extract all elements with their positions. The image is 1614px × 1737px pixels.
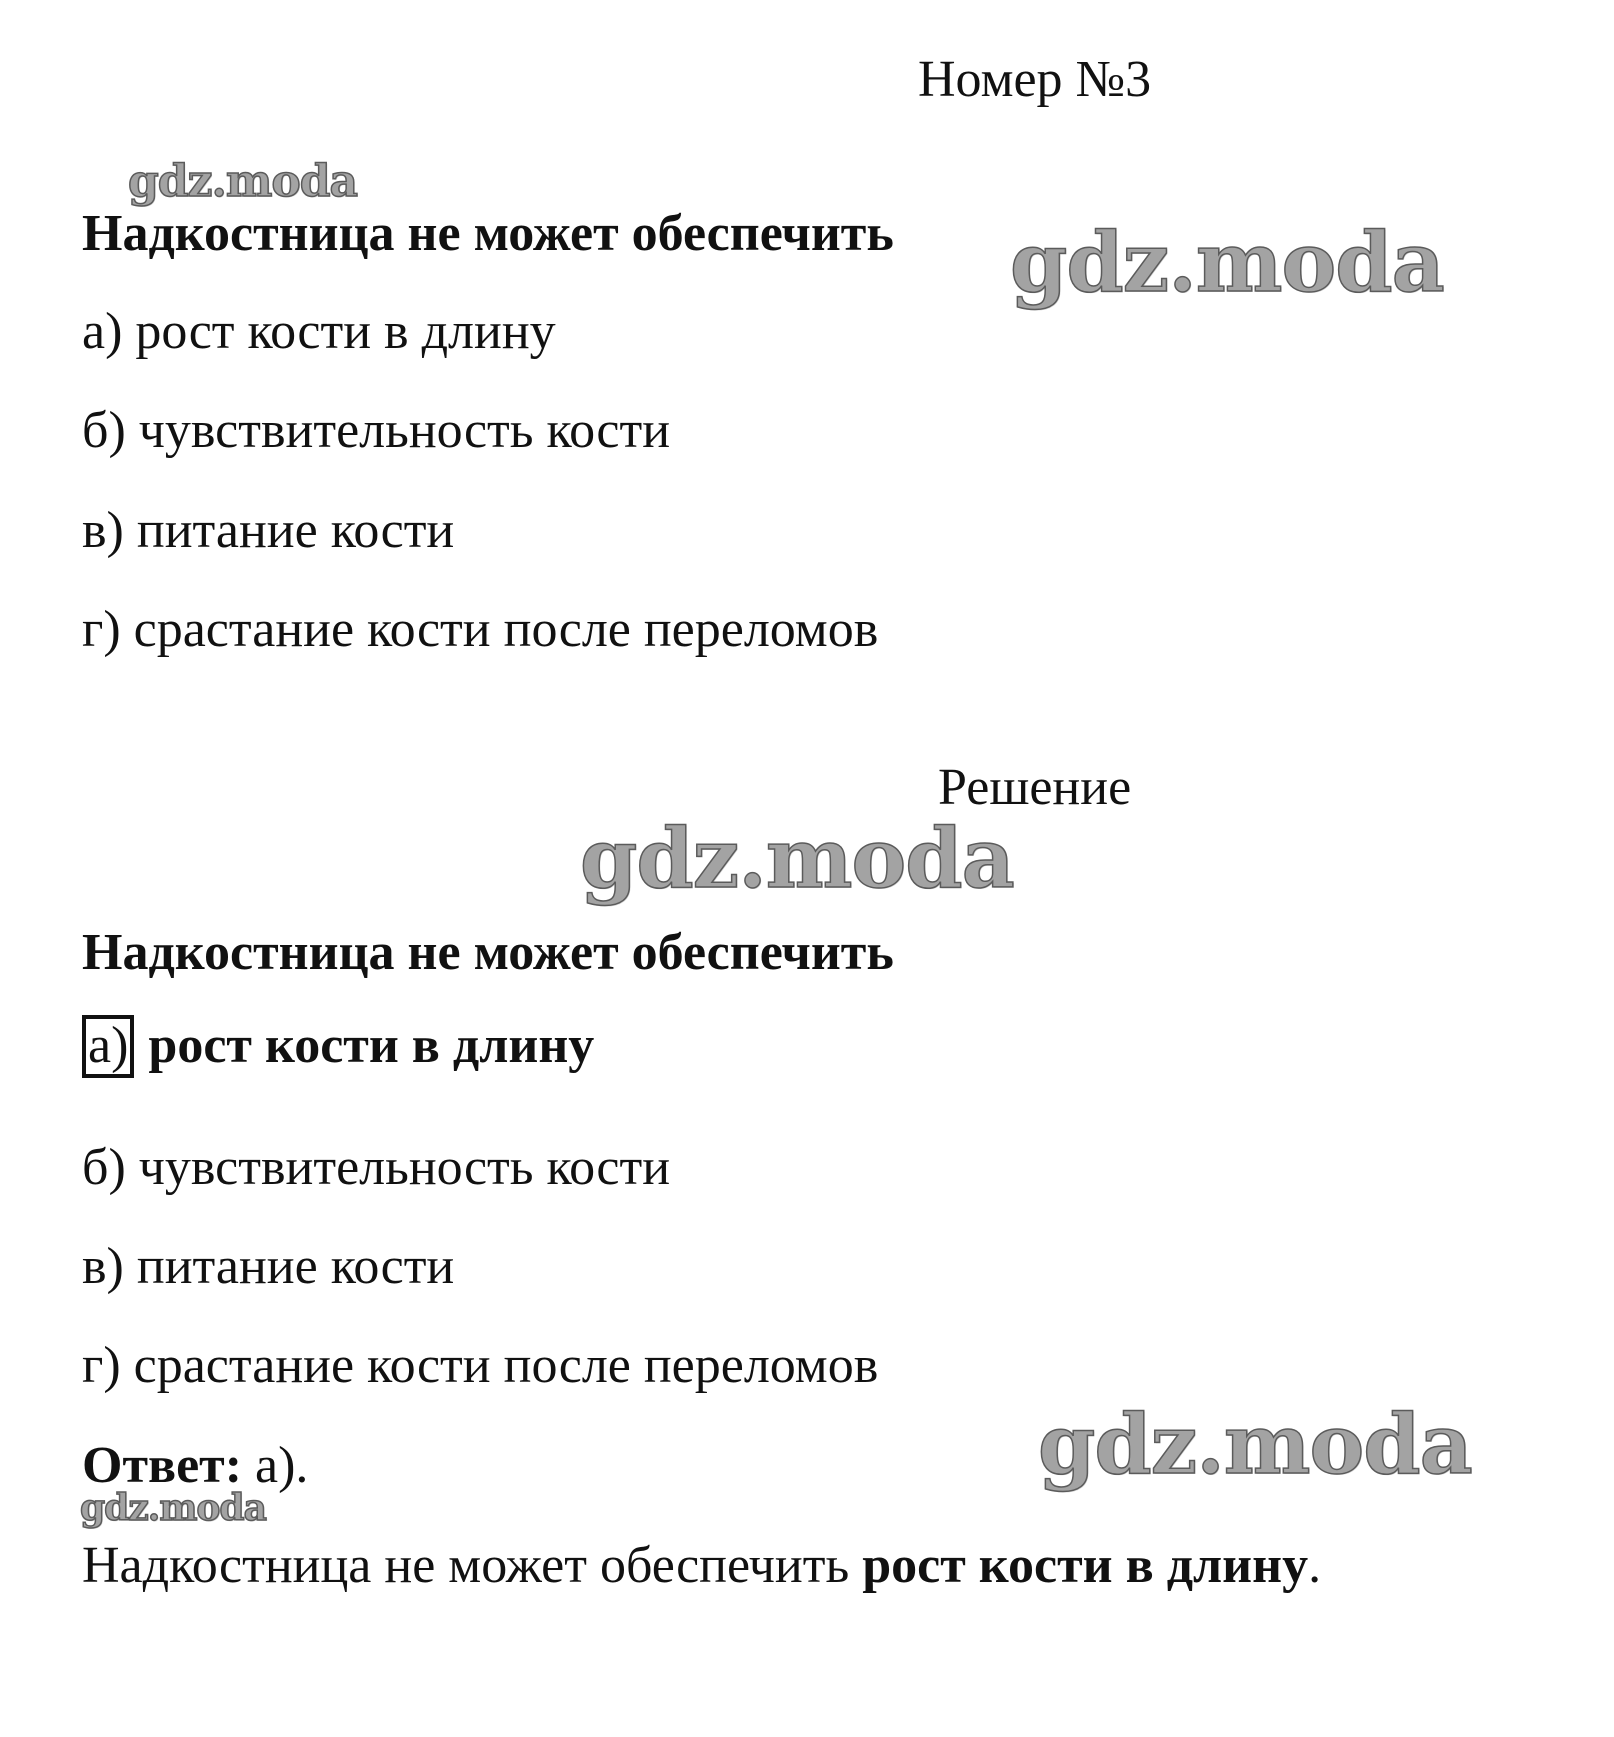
question-option-g: г) срастание кости после переломов <box>82 601 879 658</box>
problem-number: Номер №3 <box>918 51 1152 108</box>
watermark-5: gdz.moda <box>80 1487 266 1529</box>
question-option-b: б) чувствительность кости <box>82 402 671 459</box>
explanation-prefix: Надкостница не может обеспечить <box>82 1537 863 1594</box>
solution-selected-option <box>82 1015 594 1078</box>
solution-option-b: б) чувствительность кости <box>82 1139 671 1196</box>
selected-option-text: рост кости в длину <box>148 1017 595 1074</box>
watermark-3: gdz.moda <box>580 811 1014 907</box>
question-option-v: в) питание кости <box>82 502 455 559</box>
answer-value: а). <box>242 1437 309 1494</box>
answer-line <box>82 1437 309 1494</box>
explanation-bold: рост кости в длину <box>862 1537 1309 1594</box>
solution-option-v: в) питание кости <box>82 1238 455 1295</box>
solution-option-g: г) срастание кости после переломов <box>82 1337 879 1394</box>
watermark-2: gdz.moda <box>1010 215 1444 311</box>
explanation-line <box>82 1537 1322 1594</box>
question-prompt: Надкостница не может обеспечить <box>82 205 894 262</box>
explanation-suffix: . <box>1308 1537 1322 1594</box>
watermark-1: gdz.moda <box>128 156 358 207</box>
solution-title: Решение <box>938 759 1132 816</box>
selected-marker-box: а) <box>82 1015 134 1078</box>
question-option-a: а) рост кости в длину <box>82 303 556 360</box>
watermark-4: gdz.moda <box>1038 1397 1472 1493</box>
solution-prompt: Надкостница не может обеспечить <box>82 924 894 981</box>
answer-label: Ответ: <box>82 1437 243 1494</box>
